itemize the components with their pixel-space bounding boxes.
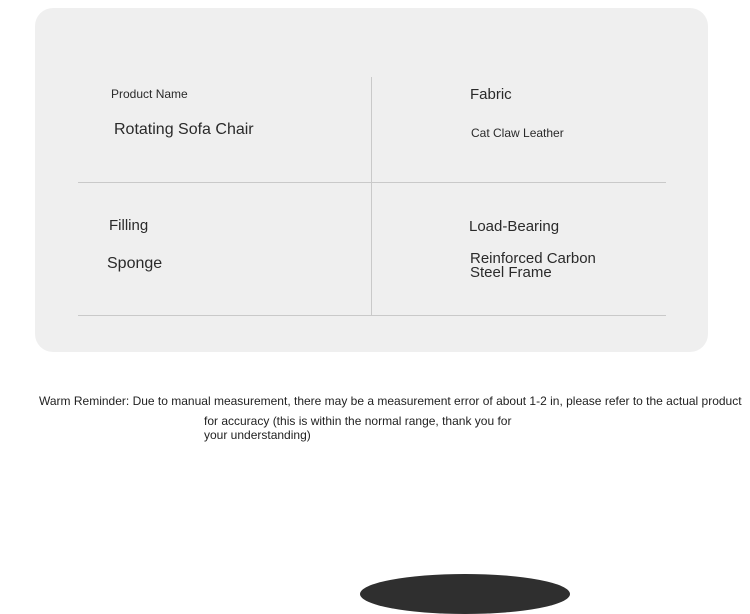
fabric-label: Fabric [470,86,512,103]
load-bearing-label: Load-Bearing [469,218,560,235]
product-name-label: Product Name [111,87,188,101]
reminder-line-3: your understanding) [204,428,311,442]
spec-vertical-divider [371,77,372,315]
product-image-edge [360,574,570,614]
filling-value: Sponge [107,255,163,272]
spec-bottom-divider [78,315,666,316]
fabric-value: Cat Claw Leather [471,126,564,140]
spec-middle-divider [78,182,666,183]
reminder-line-1: Warm Reminder: Due to manual measurement, there may be a measurement error of about 1-2 in, please refer to the actual product [39,394,742,408]
load-bearing-value-line1: Reinforced Carbon [470,250,596,267]
load-bearing-value-line2: Steel Frame [470,264,552,281]
filling-label: Filling [109,217,149,234]
reminder-line-2: for accuracy (this is within the normal range, thank you for [204,414,512,428]
product-name-value: Rotating Sofa Chair [114,121,254,138]
